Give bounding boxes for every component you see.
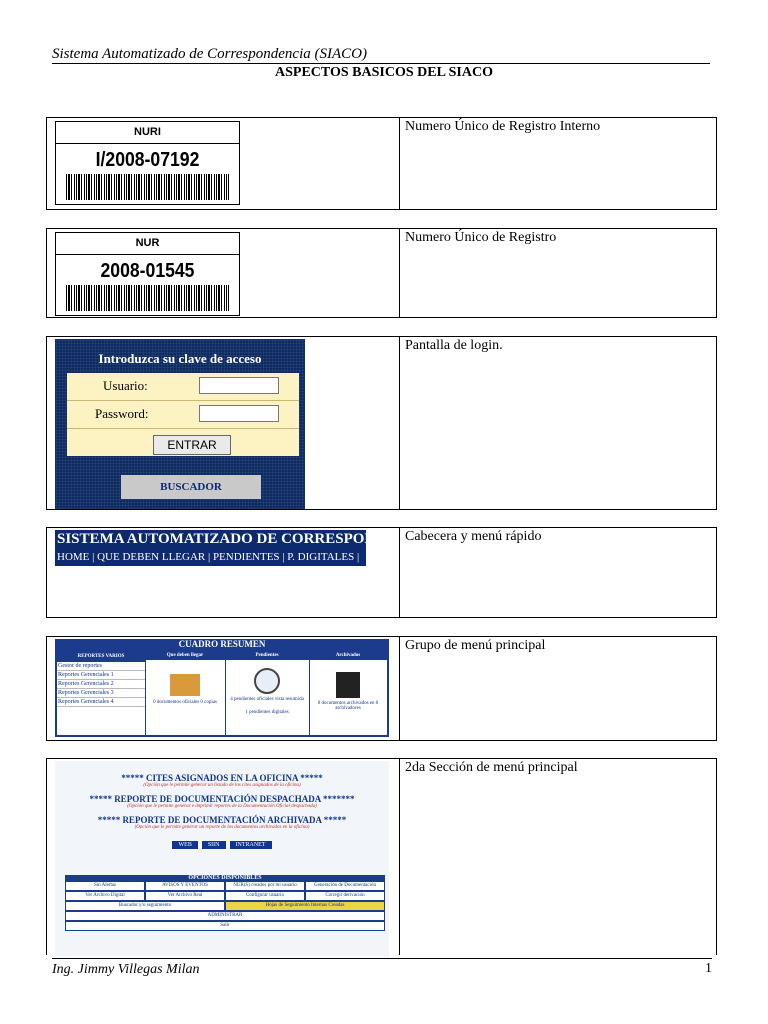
cabinet-icon[interactable]	[336, 672, 360, 698]
option[interactable]: AVISOS Y EVENTOS	[146, 882, 224, 890]
user-input[interactable]	[199, 377, 279, 394]
nur-label: NUR	[56, 233, 239, 255]
options-title: OPCIONES DISPONIBLES	[188, 875, 262, 881]
row-description: Pantalla de login.	[405, 338, 503, 353]
report-link[interactable]: Reportes Gerenciales 2	[57, 680, 145, 689]
option[interactable]: Ver Archivo Digital	[66, 892, 144, 900]
report-link[interactable]: Reportes Gerenciales 1	[57, 671, 145, 680]
user-label: Usuario:	[103, 378, 148, 393]
row-header-menu	[46, 527, 717, 618]
inbox-icon[interactable]	[170, 674, 200, 696]
barcode-icon	[66, 174, 229, 200]
page-title: ASPECTOS BASICOS DEL SIACO	[275, 65, 493, 80]
row-description: Cabecera y menú rápido	[405, 529, 542, 544]
option[interactable]: Ver Archivo Real	[146, 892, 224, 900]
password-input[interactable]	[199, 405, 279, 422]
row-login	[46, 336, 717, 510]
option[interactable]: Generación de Documentación	[306, 882, 384, 890]
intranet-button[interactable]: INTRANET	[230, 841, 272, 849]
search-button[interactable]: BUSCADOR	[121, 475, 261, 499]
banner-title: SISTEMA AUTOMATIZADO DE CORRESPONDENCIA	[57, 531, 435, 547]
dispatched-hint: (Opción que le permite generar e imprimir reportes de la Documentación Oficial despachada)	[127, 804, 317, 809]
summary-panel	[55, 639, 389, 737]
row-description: 2da Sección de menú principal	[405, 760, 578, 775]
report-link[interactable]: Reportes Gerenciales 3	[57, 689, 145, 698]
option[interactable]: NUR(S) creados por mi usuario	[226, 882, 304, 890]
logout-link[interactable]: Salir	[66, 922, 384, 930]
enter-button[interactable]: ENTRAR	[153, 435, 231, 455]
nuri-label-card	[55, 121, 240, 205]
option[interactable]: Sin Alertas	[66, 882, 144, 890]
password-label: Password:	[95, 406, 149, 421]
clock-icon[interactable]	[254, 668, 280, 694]
header-banner	[55, 530, 435, 566]
barcode-icon	[66, 285, 229, 311]
cites-hint: (Opción que le permite generar un listado de los cites asignados de la oficina)	[143, 783, 301, 788]
page-header: Sistema Automatizado de Correspondencia (SIACO)	[52, 46, 710, 64]
row-nuri	[46, 117, 717, 210]
summary-title: CUADRO RESUMEN	[178, 639, 266, 649]
web-button[interactable]: WEB	[172, 841, 197, 849]
quick-menu[interactable]: HOME | QUE DEBEN LLEGAR | PENDIENTES | P. DIGITALES |	[57, 551, 360, 563]
option[interactable]: Corregir derivación	[306, 892, 384, 900]
option[interactable]: Hojas de Seguimiento Internas Creadas	[226, 902, 384, 910]
row-description: Numero Único de Registro Interno	[405, 119, 601, 134]
page-footer: Ing. Jimmy Villegas Milan	[52, 958, 712, 978]
incoming-count[interactable]: 0 documentos oficiales 0 copias	[153, 700, 217, 705]
row-description: Grupo de menú principal	[405, 638, 546, 653]
option[interactable]: Buscador y/o seguimiento	[66, 902, 224, 910]
report-link[interactable]: Gestor de reportes	[57, 662, 145, 671]
option[interactable]: Configurar usuario	[226, 892, 304, 900]
col-header: Archivados	[309, 651, 387, 660]
archived-hint: (Opción que le permite generar un reporte de los documentos archivados en la oficina)	[134, 825, 310, 830]
second-section-panel	[55, 761, 389, 957]
pending-count[interactable]: 4 pendientes oficiales vista resumida	[230, 697, 304, 702]
login-screenshot	[55, 339, 305, 509]
nuri-label: NURI	[56, 122, 239, 144]
nur-number: 2008-01545	[100, 260, 195, 282]
report-link[interactable]: Reportes Gerenciales 4	[57, 698, 145, 707]
row-second-section	[46, 758, 717, 955]
login-title: Introduzca su clave de acceso	[98, 351, 262, 366]
archived-count[interactable]: 0 documentos archivados en 0 archivadores	[317, 701, 379, 711]
row-description: Numero Único de Registro	[405, 230, 557, 245]
pending-column	[225, 651, 310, 735]
admin-link[interactable]: ADMINISTRAR	[66, 912, 384, 920]
dispatched-report-link[interactable]: ***** REPORTE DE DOCUMENTACIÓN DESPACHADA *******	[89, 794, 355, 804]
col-header: REPORTES VARIOS	[57, 651, 145, 662]
cites-link[interactable]: ***** CITES ASIGNADOS EN LA OFICINA *****	[121, 773, 323, 783]
col-header: Pendientes	[225, 651, 309, 660]
archived-report-link[interactable]: ***** REPORTE DE DOCUMENTACIÓN ARCHIVADA *****	[97, 815, 347, 825]
nur-label-card	[55, 232, 240, 316]
page-number: 1	[705, 961, 712, 976]
siin-button[interactable]: SIIN	[202, 841, 226, 849]
col-header: Que deben llegar	[145, 651, 225, 660]
digital-pending[interactable]: 1 pendientes digitales	[245, 710, 289, 715]
incoming-column	[145, 651, 226, 735]
reports-column	[57, 651, 146, 735]
row-main-menu	[46, 636, 717, 741]
archived-column	[309, 651, 387, 735]
nuri-number: I/2008-07192	[95, 149, 200, 171]
options-panel	[65, 875, 385, 931]
row-nur	[46, 228, 717, 318]
login-form	[67, 373, 299, 456]
